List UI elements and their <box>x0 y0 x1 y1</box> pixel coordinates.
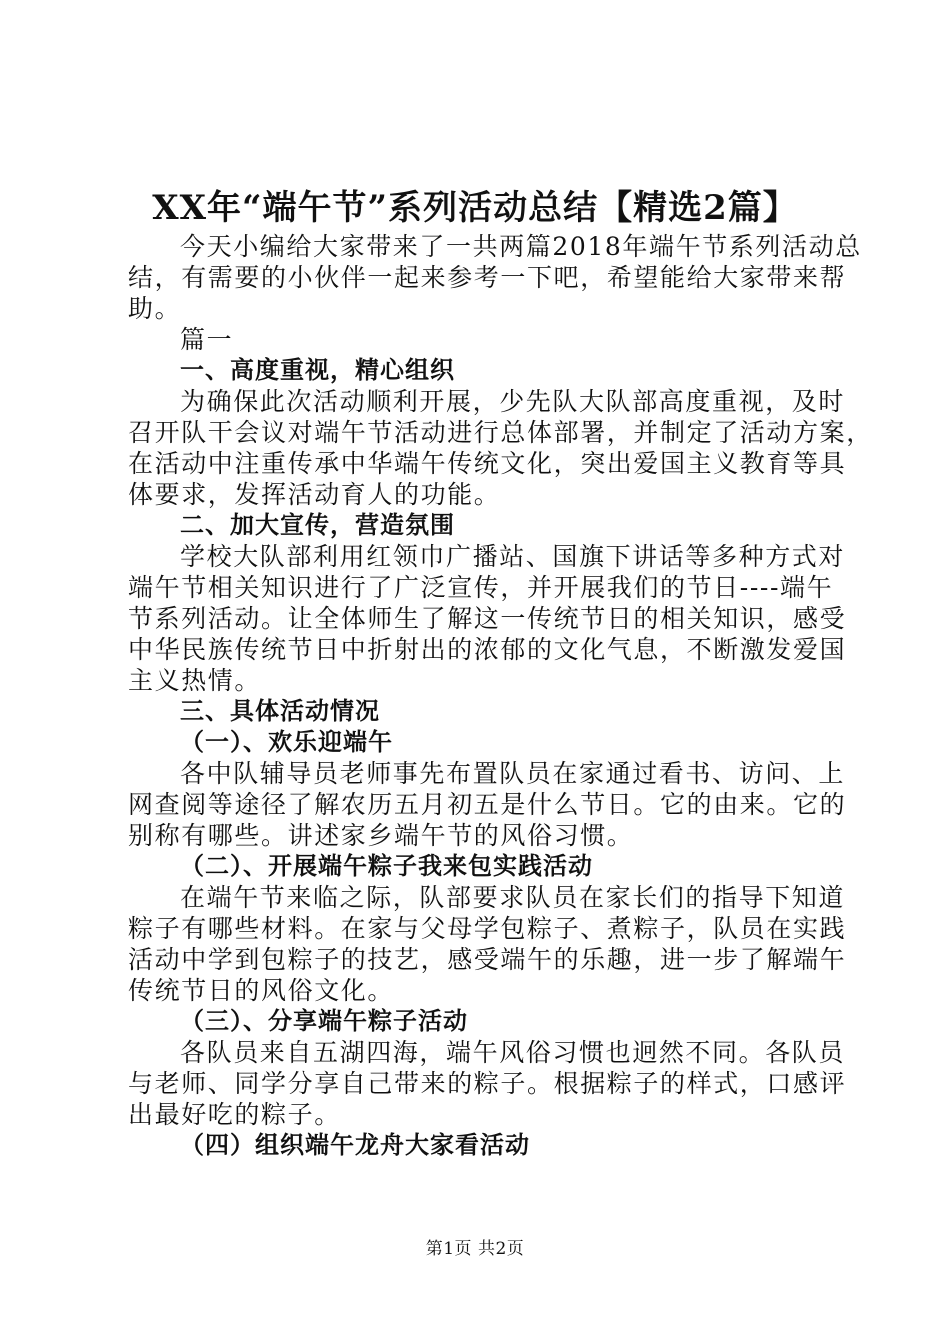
subsection-heading: （三）、分享端午粽子活动 <box>180 1007 468 1035</box>
paragraph-line: 中华民族传统节日中折射出的浓郁的文化气息，不断激发爱国 <box>128 635 847 664</box>
page-footer: 第1页 共2页 <box>425 1239 525 1259</box>
paragraph-line: 活动中学到包粽子的技艺，感受端午的乐趣，进一步了解端午 <box>128 945 847 974</box>
paragraph-line: 结，有需要的小伙伴一起来参考一下吧，希望能给大家带来帮 <box>128 263 847 292</box>
section-heading: 二、加大宣传，营造氛围 <box>180 511 455 539</box>
paragraph-line: 学校大队部利用红领巾广播站、国旗下讲话等多种方式对 <box>180 542 846 571</box>
paragraph-line: 助。 <box>128 294 182 323</box>
paragraph-line: 网查阅等途径了解农历五月初五是什么节日。它的由来。它的 <box>128 790 847 819</box>
subsection-heading: （二）、开展端午粽子我来包实践活动 <box>180 852 593 880</box>
paragraph-line: 各中队辅导员老师事先布置队员在家通过看书、访问、上 <box>180 759 846 788</box>
paragraph-line: 为确保此次活动顺利开展，少先队大队部高度重视，及时 <box>180 387 846 416</box>
paragraph-line: 节系列活动。让全体师生了解这一传统节日的相关知识，感受 <box>128 604 847 633</box>
subsection-heading: （一）、欢乐迎端午 <box>180 728 393 756</box>
paragraph-line: 今天小编给大家带来了一共两篇2018年端午节系列活动总 <box>180 232 862 261</box>
paragraph-line: 与老师、同学分享自己带来的粽子。根据粽子的样式，口感评 <box>128 1069 847 1098</box>
paragraph-line: 体要求，发挥活动育人的功能。 <box>128 480 501 509</box>
paragraph-line: 主义热情。 <box>128 666 262 695</box>
paragraph-line: 在活动中注重传承中华端午传统文化，突出爱国主义教育等具 <box>128 449 847 478</box>
paragraph-line: 别称有哪些。讲述家乡端午节的风俗习惯。 <box>128 821 634 850</box>
document-title: XX年“端午节”系列活动总结【精选2篇】 <box>152 188 798 228</box>
subsection-heading: （四）组织端午龙舟大家看活动 <box>180 1131 530 1159</box>
document-body <box>128 231 873 1161</box>
paragraph-line: 出最好吃的粽子。 <box>128 1100 341 1129</box>
paragraph-line: 各队员来自五湖四海，端午风俗习惯也迥然不同。各队员 <box>180 1038 846 1067</box>
section-label: 篇一 <box>180 325 234 354</box>
paragraph-line: 召开队干会议对端午节活动进行总体部署，并制定了活动方案， <box>128 418 873 447</box>
paragraph-line: 传统节日的风俗文化。 <box>128 976 395 1005</box>
paragraph-line: 粽子有哪些材料。在家与父母学包粽子、煮粽子，队员在实践 <box>128 914 847 943</box>
section-heading: 一、高度重视，精心组织 <box>180 356 455 384</box>
paragraph-line: 端午节相关知识进行了广泛宣传，并开展我们的节日----端午 <box>128 573 834 602</box>
section-heading: 三、具体活动情况 <box>180 697 380 725</box>
paragraph-line: 在端午节来临之际，队部要求队员在家长们的指导下知道 <box>180 883 846 912</box>
